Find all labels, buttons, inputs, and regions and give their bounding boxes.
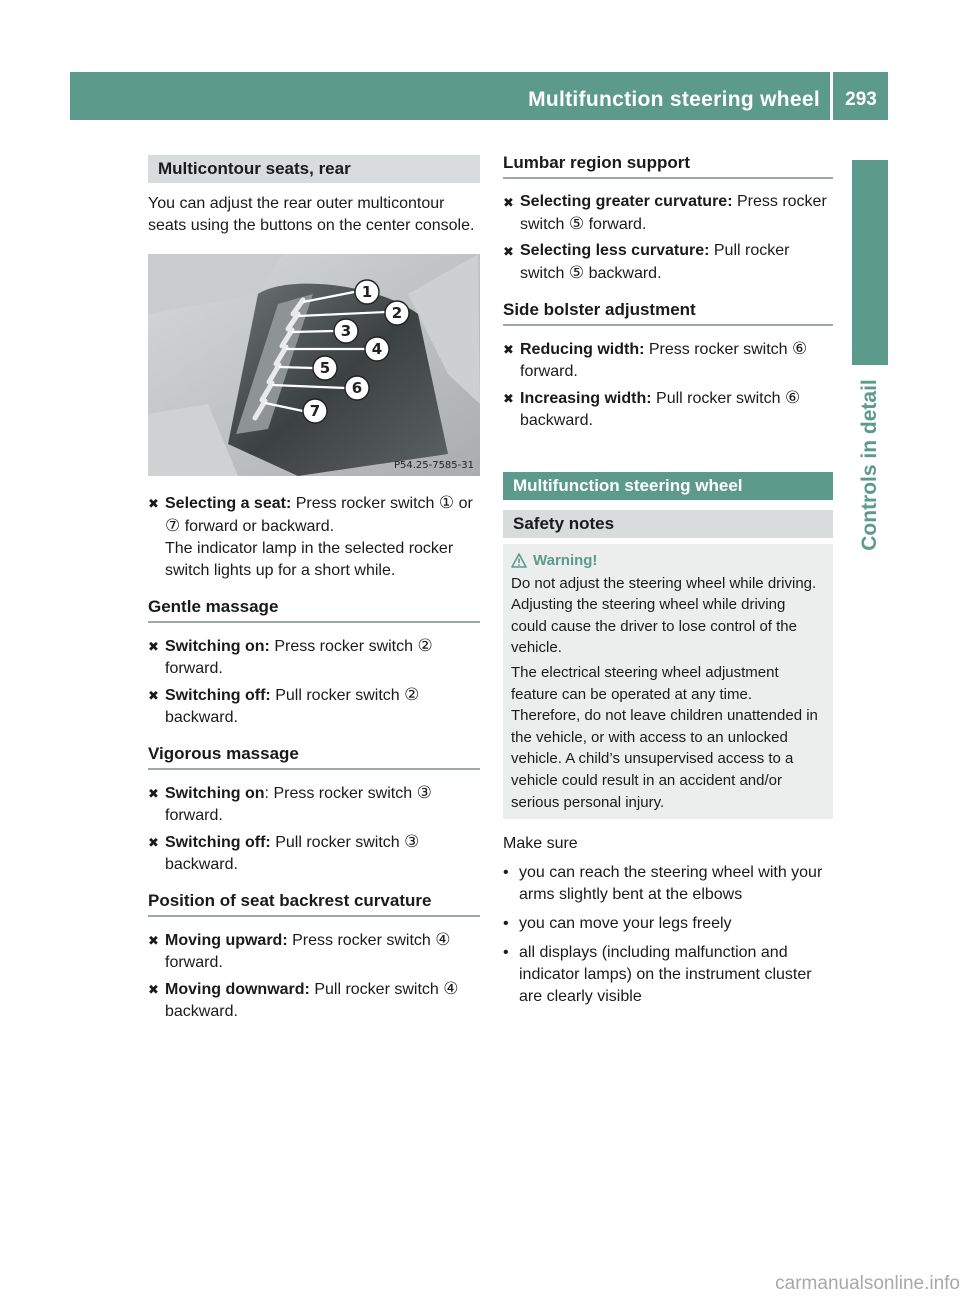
heading-vigorous-massage: Vigorous massage (148, 743, 480, 770)
instr-text: forward. (584, 216, 647, 233)
callout-6: 6 (351, 379, 363, 397)
instr-label: Increasing width: (520, 390, 652, 407)
instr-label: Moving downward: (165, 981, 310, 998)
page-number: 293 (845, 89, 877, 110)
instruction-gentle-on (148, 635, 480, 680)
instr-text: backward. (520, 412, 593, 429)
switch-ref: ② (404, 685, 420, 704)
safety-notes-title: Safety notes (503, 510, 833, 538)
header-divider (830, 72, 833, 120)
page-header-title: Multifunction steering wheel (528, 88, 820, 111)
switch-ref: ④ (443, 979, 459, 998)
instr-text: or (454, 495, 473, 512)
heading-lumbar-support: Lumbar region support (503, 152, 833, 179)
instruction-lumbar-less (503, 240, 833, 285)
step-arrow-icon: ✖ (503, 391, 514, 406)
instr-note: The indicator lamp in the selected rocker switch lights up for a short while. (165, 540, 454, 579)
bullet-dot: • (503, 915, 509, 933)
instr-text: forward. (165, 807, 223, 824)
instr-text: backward. (165, 709, 238, 726)
callout-2: 2 (391, 304, 403, 322)
instruction-vigorous-off (148, 831, 480, 876)
bullet-text: you can reach the steering wheel with your arms slightly bent at the elbows (519, 864, 823, 904)
instr-label: Switching on: (165, 638, 270, 655)
instruction-select-seat (148, 492, 480, 582)
instruction-vigorous-on (148, 782, 480, 827)
instr-text: Press rocker switch (644, 341, 793, 358)
step-arrow-icon: ✖ (503, 342, 514, 357)
instruction-lumbar-more (503, 191, 833, 236)
warning-box (503, 544, 833, 819)
switch-ref: ③ (404, 832, 420, 851)
instr-label: Selecting a seat: (165, 495, 292, 512)
instr-text: forward. (520, 363, 578, 380)
section-title-steering-wheel: Multifunction steering wheel (503, 472, 833, 500)
bullet-text: you can move your legs freely (519, 915, 732, 933)
callout-4: 4 (371, 340, 383, 358)
instr-text: Pull rocker switch (270, 687, 405, 704)
callout-5: 5 (319, 359, 331, 377)
switch-ref: ⑦ (165, 516, 181, 535)
callout-7: 7 (309, 402, 321, 420)
center-console-photo (148, 254, 480, 476)
side-tab-marker (852, 160, 888, 365)
step-arrow-icon: ✖ (148, 835, 159, 850)
intro-paragraph: You can adjust the rear outer multicontour seats using the buttons on the center console. (148, 195, 475, 234)
instr-text: Pull rocker switch (270, 834, 405, 851)
warning-paragraph-1: Do not adjust the steering wheel while driving. Adjusting the steering wheel while driving could cause the driver to lose control of the vehicle. (511, 574, 817, 657)
instr-label: Switching on (165, 785, 265, 802)
step-arrow-icon: ✖ (148, 786, 159, 801)
step-arrow-icon: ✖ (148, 639, 159, 654)
instr-text: backward. (584, 265, 662, 282)
warning-title (511, 550, 825, 572)
instr-text: backward. (165, 856, 238, 873)
instr-text: forward. (165, 660, 223, 677)
left-column (148, 155, 480, 1023)
bullet-dot: • (503, 944, 509, 962)
instruction-bolster-reduce (503, 338, 833, 383)
step-arrow-icon: ✖ (148, 933, 159, 948)
seat-switch-illustration (148, 254, 480, 476)
instr-text: forward. (165, 954, 223, 971)
section-title-multicontour: Multicontour seats, rear (148, 155, 480, 183)
instr-label: Reducing width: (520, 341, 645, 358)
instr-text: Pull rocker switch (309, 981, 444, 998)
switch-ref: ⑥ (792, 339, 808, 358)
instr-text: Press rocker switch (291, 495, 439, 512)
switch-ref: ③ (416, 783, 432, 802)
instr-text: backward. (165, 1003, 238, 1020)
step-arrow-icon: ✖ (148, 496, 159, 511)
watermark: carmanualsonline.info (775, 1273, 960, 1294)
bullet-dot: • (503, 864, 509, 882)
heading-backrest-curvature: Position of seat backrest curvature (148, 890, 480, 917)
instr-label: Selecting greater curvature: (520, 193, 733, 210)
bullet-item (503, 862, 833, 906)
side-chapter-label (852, 365, 888, 565)
step-arrow-icon: ✖ (148, 688, 159, 703)
instruction-backrest-down (148, 978, 480, 1023)
bullet-text: all displays (including malfunction and indicator lamps) on the instrument cluster are clearly visible (519, 944, 812, 1006)
step-arrow-icon: ✖ (503, 244, 514, 259)
instr-text: Press rocker switch (520, 193, 827, 233)
switch-ref: ⑤ (568, 214, 585, 233)
instr-label: Moving upward: (165, 932, 288, 949)
warning-triangle-icon (511, 553, 527, 568)
bullet-item (503, 913, 833, 935)
switch-ref: ① (438, 493, 455, 512)
instr-text: Pull rocker switch (520, 242, 790, 282)
switch-ref: ② (417, 636, 433, 655)
step-arrow-icon: ✖ (148, 982, 159, 997)
step-arrow-icon: ✖ (503, 195, 514, 210)
instr-text: : Press rocker switch (264, 785, 417, 802)
instr-label: Switching off: (165, 687, 271, 704)
callout-1: 1 (361, 283, 373, 301)
side-chapter-label-text: Controls in detail (858, 379, 881, 551)
instr-label: Selecting less curvature: (520, 242, 710, 259)
bullet-item (503, 942, 833, 1008)
instr-label: Switching off: (165, 834, 271, 851)
heading-side-bolster: Side bolster adjustment (503, 299, 833, 326)
instr-text: Pull rocker switch (651, 390, 785, 407)
warning-paragraph-2: The electrical steering wheel adjustment feature can be operated at any time. Therefore, do not leave children unattended in the vehicle, or with access to an unlocked vehicle. A child’s unsupervised access to a vehicle could result in an accident and/or serious personal injury. (511, 663, 818, 811)
instr-text: Press rocker switch (269, 638, 418, 655)
switch-ref: ⑥ (784, 388, 801, 407)
instr-text: forward or backward. (180, 518, 335, 535)
heading-gentle-massage: Gentle massage (148, 596, 480, 623)
instruction-backrest-up (148, 929, 480, 974)
callout-3: 3 (340, 322, 352, 340)
switch-ref: ④ (435, 930, 451, 949)
instruction-bolster-increase (503, 387, 833, 432)
right-column (503, 152, 833, 1008)
warning-title-text: Warning! (533, 552, 598, 569)
switch-ref: ⑤ (568, 263, 585, 282)
instr-text: Press rocker switch (287, 932, 436, 949)
instruction-gentle-off (148, 684, 480, 729)
make-sure-text: Make sure (503, 835, 578, 853)
photo-code: P54.25-7585-31 (393, 460, 474, 471)
